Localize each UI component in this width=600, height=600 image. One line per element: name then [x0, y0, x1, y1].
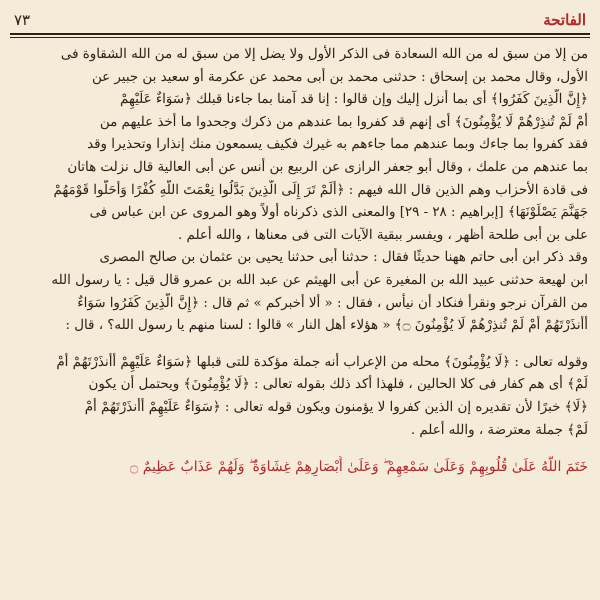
- text-line: لَمْ﴾ جملة معترضة ، والله أعلم .: [410, 422, 588, 438]
- header-rule: [10, 33, 590, 35]
- text-line: فى قادة الأحزاب وهم الذين قال الله فيهم : ﴿أَلَمْ تَرَ إِلَى الَّذِينَ بَدَّلُوا نِعْمَتَ اللَّهِ كُفْرًا وَأَحَلُّوا قَوْمَهُمْ: [53, 182, 588, 198]
- text-line: ابن لهيعة حدثنى عبيد الله بن المغيرة عن أبى الهيثم عن عبد الله بن عمرو قال قيل : يا رسول الله: [51, 272, 588, 288]
- text-line: ﴿إِنَّ الَّذِينَ كَفَرُوا﴾ أى بما أنزل إليك وإن قالوا : إنا قد آمنا بما جاءنا قبلك ﴿سَوَاءٌ عَلَيْهِمْ: [120, 92, 588, 108]
- text-line: جَهَنَّمَ يَصْلَوْنَهَا﴾ [إبراهيم : ٢٨ - ٢٩] والمعنى الذى ذكرناه أولاً وهو المروى عن ابن عباس فى: [89, 205, 588, 221]
- page-number: ٧٣: [14, 11, 31, 29]
- text-line: أَأَنذَرْتَهُمْ أَمْ لَمْ تُنذِرْهُمْ لَا يُؤْمِنُونَ ۝﴾ « هؤلاء أهل النار » قالوا : لسنا منهم يا رسول الله؟ ، قال :: [65, 318, 588, 334]
- text-line: الأول، وقال محمد بن إسحاق : حدثنى محمد بن أبى محمد عن عكرمة أو سعيد بن جبير عن: [91, 69, 588, 85]
- quran-verse: خَتَمَ اللَّهُ عَلَىٰ قُلُوبِهِمْ وَعَلَىٰ سَمْعِهِمْ ۖ وَعَلَىٰ أَبْصَارِهِمْ غِشَاوَةٌ ۖ وَلَهُمْ عَذَابٌ عَظِيمٌ ۝: [130, 459, 588, 476]
- paragraph-2: [10, 247, 588, 337]
- text-line: بما عندهم من علمك ، وقال أبو جعفر الرازى عن الربيع بن أنس عن أبى العالية قال نزلت هاتان: [67, 159, 588, 175]
- header-rule-thin: [10, 37, 590, 38]
- text-line: وقد ذكر ابن أبى حاتم ههنا حديثًا فقال : حدثنا أبى حدثنا يحيى بن عثمان بن صالح المصرى: [99, 250, 588, 266]
- text-line: من إلا من سبق له من الله السعادة فى الذكر الأول ولا يضل إلا من سبق له من الله الشقاوة فى: [60, 47, 588, 62]
- text-line: على بن أبى طلحة أظهر ، ويفسر ببقية الآيات التى فى معناها ، والله أعلم .: [178, 227, 588, 243]
- paragraph-1: [10, 44, 588, 247]
- text-line: ﴿لَا﴾ خبرًا لأن تقديره إن الذين كفروا لا يؤمنون ويكون قوله تعالى : ﴿سَوَاءٌ عَلَيْهِمْ أَأَنذَرْتَهُمْ أَمْ: [84, 399, 588, 415]
- text-line: وقوله تعالى : ﴿لَا يُؤْمِنُونَ﴾ محله من الإعراب أنه جملة مؤكدة للتى قبلها ﴿سَوَاءٌ عَلَيْهِمْ أَأَنذَرْتَهُمْ أَمْ: [56, 354, 588, 370]
- page-header: [14, 8, 586, 32]
- text-line: أَمْ لَمْ تُنذِرْهُمْ لَا يُؤْمِنُونَ﴾ أى إنهم قد كفروا بما عندهم من ذكرك وجحدوا ما أخذ عليهم من: [99, 114, 588, 130]
- page-body: [10, 44, 588, 479]
- text-line: فقد كفروا بما جاءك وبما عندهم مما جاءهم به غيرك فكيف يسمعون منك إنذارا وتحذيرا وقد: [87, 137, 588, 153]
- text-line: لَمْ﴾ أى هم كفار فى كلا الحالين ، فلهذا أكد ذلك بقوله تعالى : ﴿لَا يُؤْمِنُونَ﴾ ويحتمل أن يكون: [88, 377, 588, 393]
- surah-title: الفاتحة: [543, 11, 586, 29]
- text-line: من القرآن نرجو ونقرأ فنكاد أن نيأس ، فقال : « ألا أخبركم » ثم قال : ﴿إِنَّ الَّذِينَ كَفَرُوا سَوَاءٌ: [77, 295, 588, 311]
- paragraph-3: [10, 352, 588, 442]
